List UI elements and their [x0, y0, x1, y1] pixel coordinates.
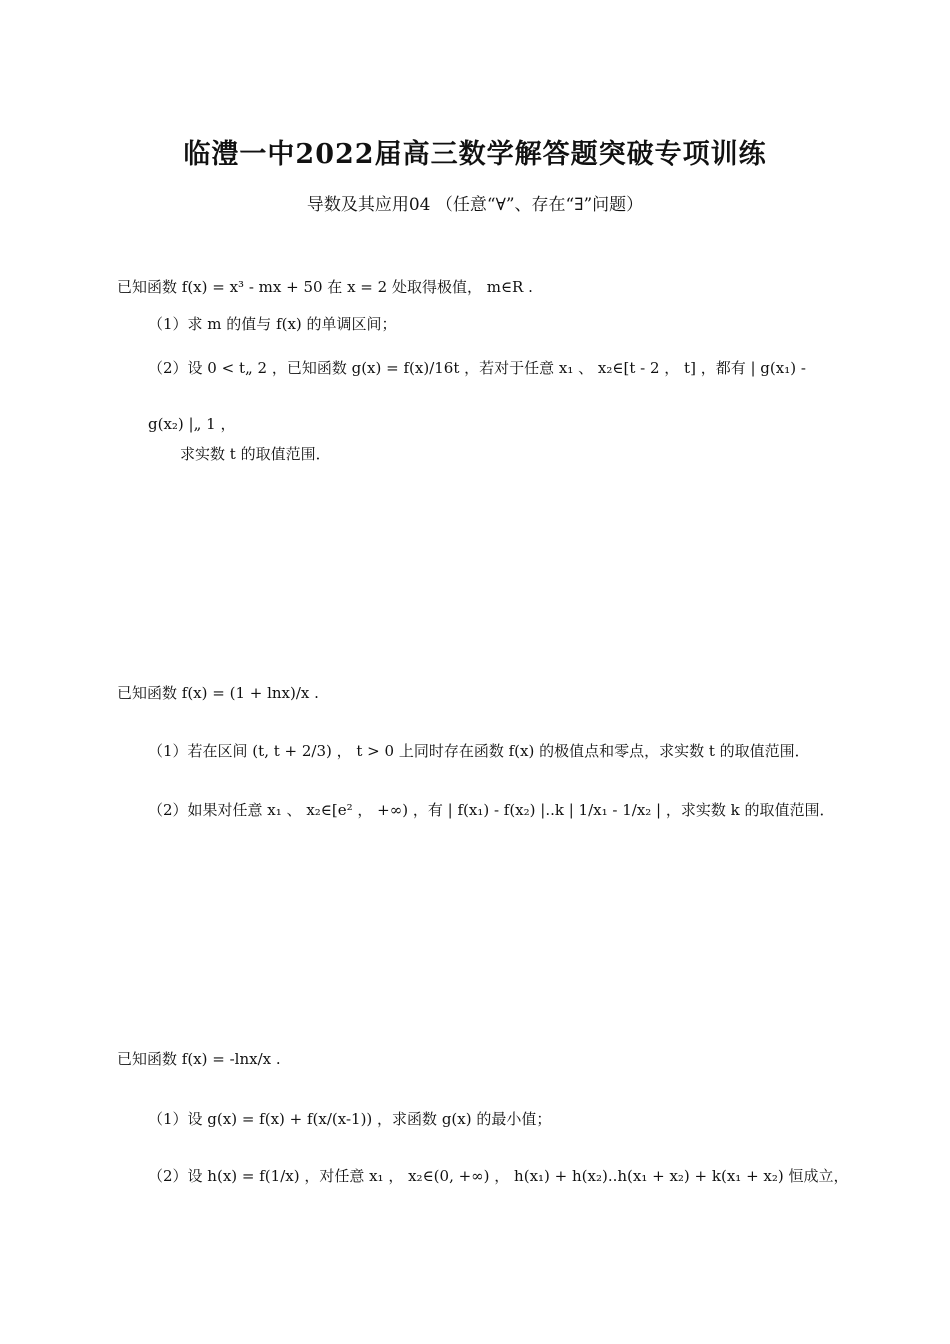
problem-3-part-1: （1）设 g(x) = f(x) + f(x/(x-1)) ，求函数 g(x) 的最小值； — [148, 1110, 552, 1128]
problem-2-part-2: （2）如果对任意 x₁ 、 x₂∈[e² ， +∞) ，有 | f(x₁) - f(x₂) |..k | 1/x₁ - 1/x₂ | ，求实数 k 的取值范围． — [148, 801, 835, 819]
page-subtitle: 导数及其应用04 （任意“∀”、存在“∃”问题） — [306, 195, 644, 215]
problem-3-stem: 已知函数 f(x) = -lnx/x . — [117, 1050, 281, 1068]
problem-3-part-2: （2）设 h(x) = f(1/x) ，对任意 x₁ ， x₂∈(0, +∞) ， h(x₁) + h(x₂)..h(x₁ + x₂) + k(x₁ + x₂) 恒成立， — [148, 1167, 849, 1185]
problem-1-part-1: （1）求 m 的值与 f(x) 的单调区间； — [148, 315, 397, 333]
problem-1-stem: 已知函数 f(x) = x³ - mx + 50 在 x = 2 处取得极值， m∈R . — [117, 278, 533, 296]
problem-2-part-1: （1）若在区间 (t, t + 2/3) ， t > 0 上同时存在函数 f(x) 的极值点和零点，求实数 t 的取值范围． — [148, 742, 810, 760]
problem-1-part-2-ask: 求实数 t 的取值范围． — [180, 445, 331, 463]
problem-1-part-2: （2）设 0 < t„ 2 ，已知函数 g(x) = f(x)/16t ，若对于任意 x₁ 、 x₂∈[t - 2 ， t] ，都有 | g(x₁) - g(x₂) |„ 1 ， — [148, 359, 806, 433]
problem-2-stem: 已知函数 f(x) = (1 + lnx)/x . — [117, 684, 319, 702]
page-title: 临澧一中2022届高三数学解答题突破专项训练 — [183, 139, 767, 170]
